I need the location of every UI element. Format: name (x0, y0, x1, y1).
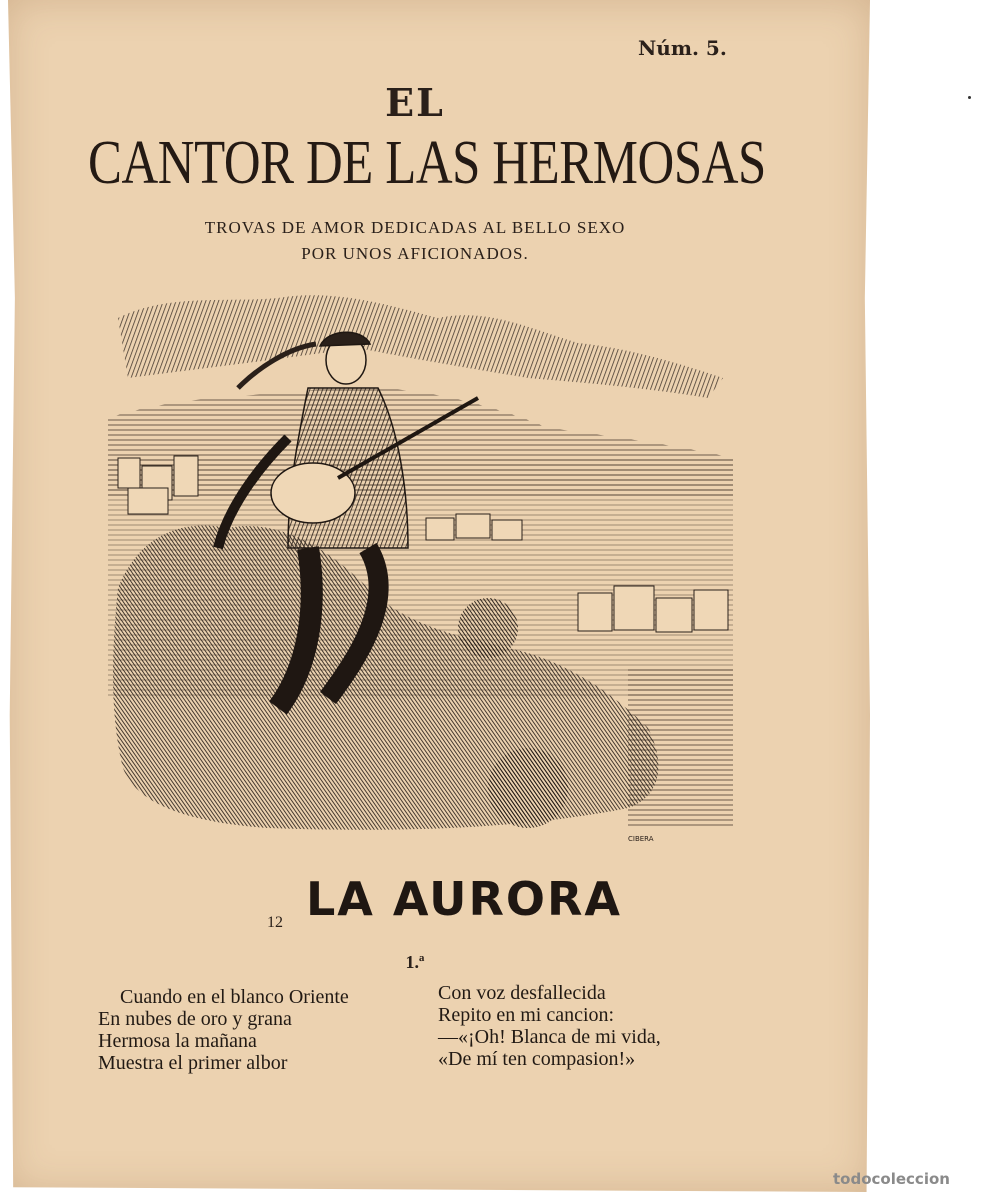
verse-line: Repito en mi cancion: (438, 1004, 615, 1026)
verse-line: Muestra el primer albor (98, 1052, 288, 1074)
stanza-label: 1.ª (405, 952, 425, 972)
speck (968, 96, 971, 99)
verse-line: Con voz desfallecida (438, 982, 606, 1004)
verse-line: Hermosa la mañana (98, 1030, 257, 1052)
poem-title: LA AURORA (306, 872, 623, 926)
main-title: CANTOR DE LAS HERMOSAS (88, 129, 766, 197)
subtitle-line-2: POR UNOS AFICIONADOS. (301, 244, 529, 263)
verse-right-column (438, 982, 661, 1070)
verse-line: —«¡Oh! Blanca de mi vida, (438, 1026, 661, 1048)
engraver-signature: CIBERA (628, 835, 654, 843)
subtitle-line-1: TROVAS DE AMOR DEDICADAS AL BELLO SEXO (204, 218, 626, 237)
verse-left-column (98, 986, 349, 1074)
verse-line: «De mí ten compasion!» (438, 1048, 636, 1070)
verse-line: Cuando en el blanco Oriente (120, 986, 349, 1008)
poem-number: 12 (267, 914, 283, 931)
issue-number: Núm. 5. (638, 36, 727, 60)
verse-line: En nubes de oro y grana (98, 1008, 292, 1030)
engraving-illustration (108, 288, 738, 848)
title-article: EL (385, 80, 445, 125)
watermark: todocoleccion (833, 1170, 950, 1188)
clouds (118, 295, 723, 398)
